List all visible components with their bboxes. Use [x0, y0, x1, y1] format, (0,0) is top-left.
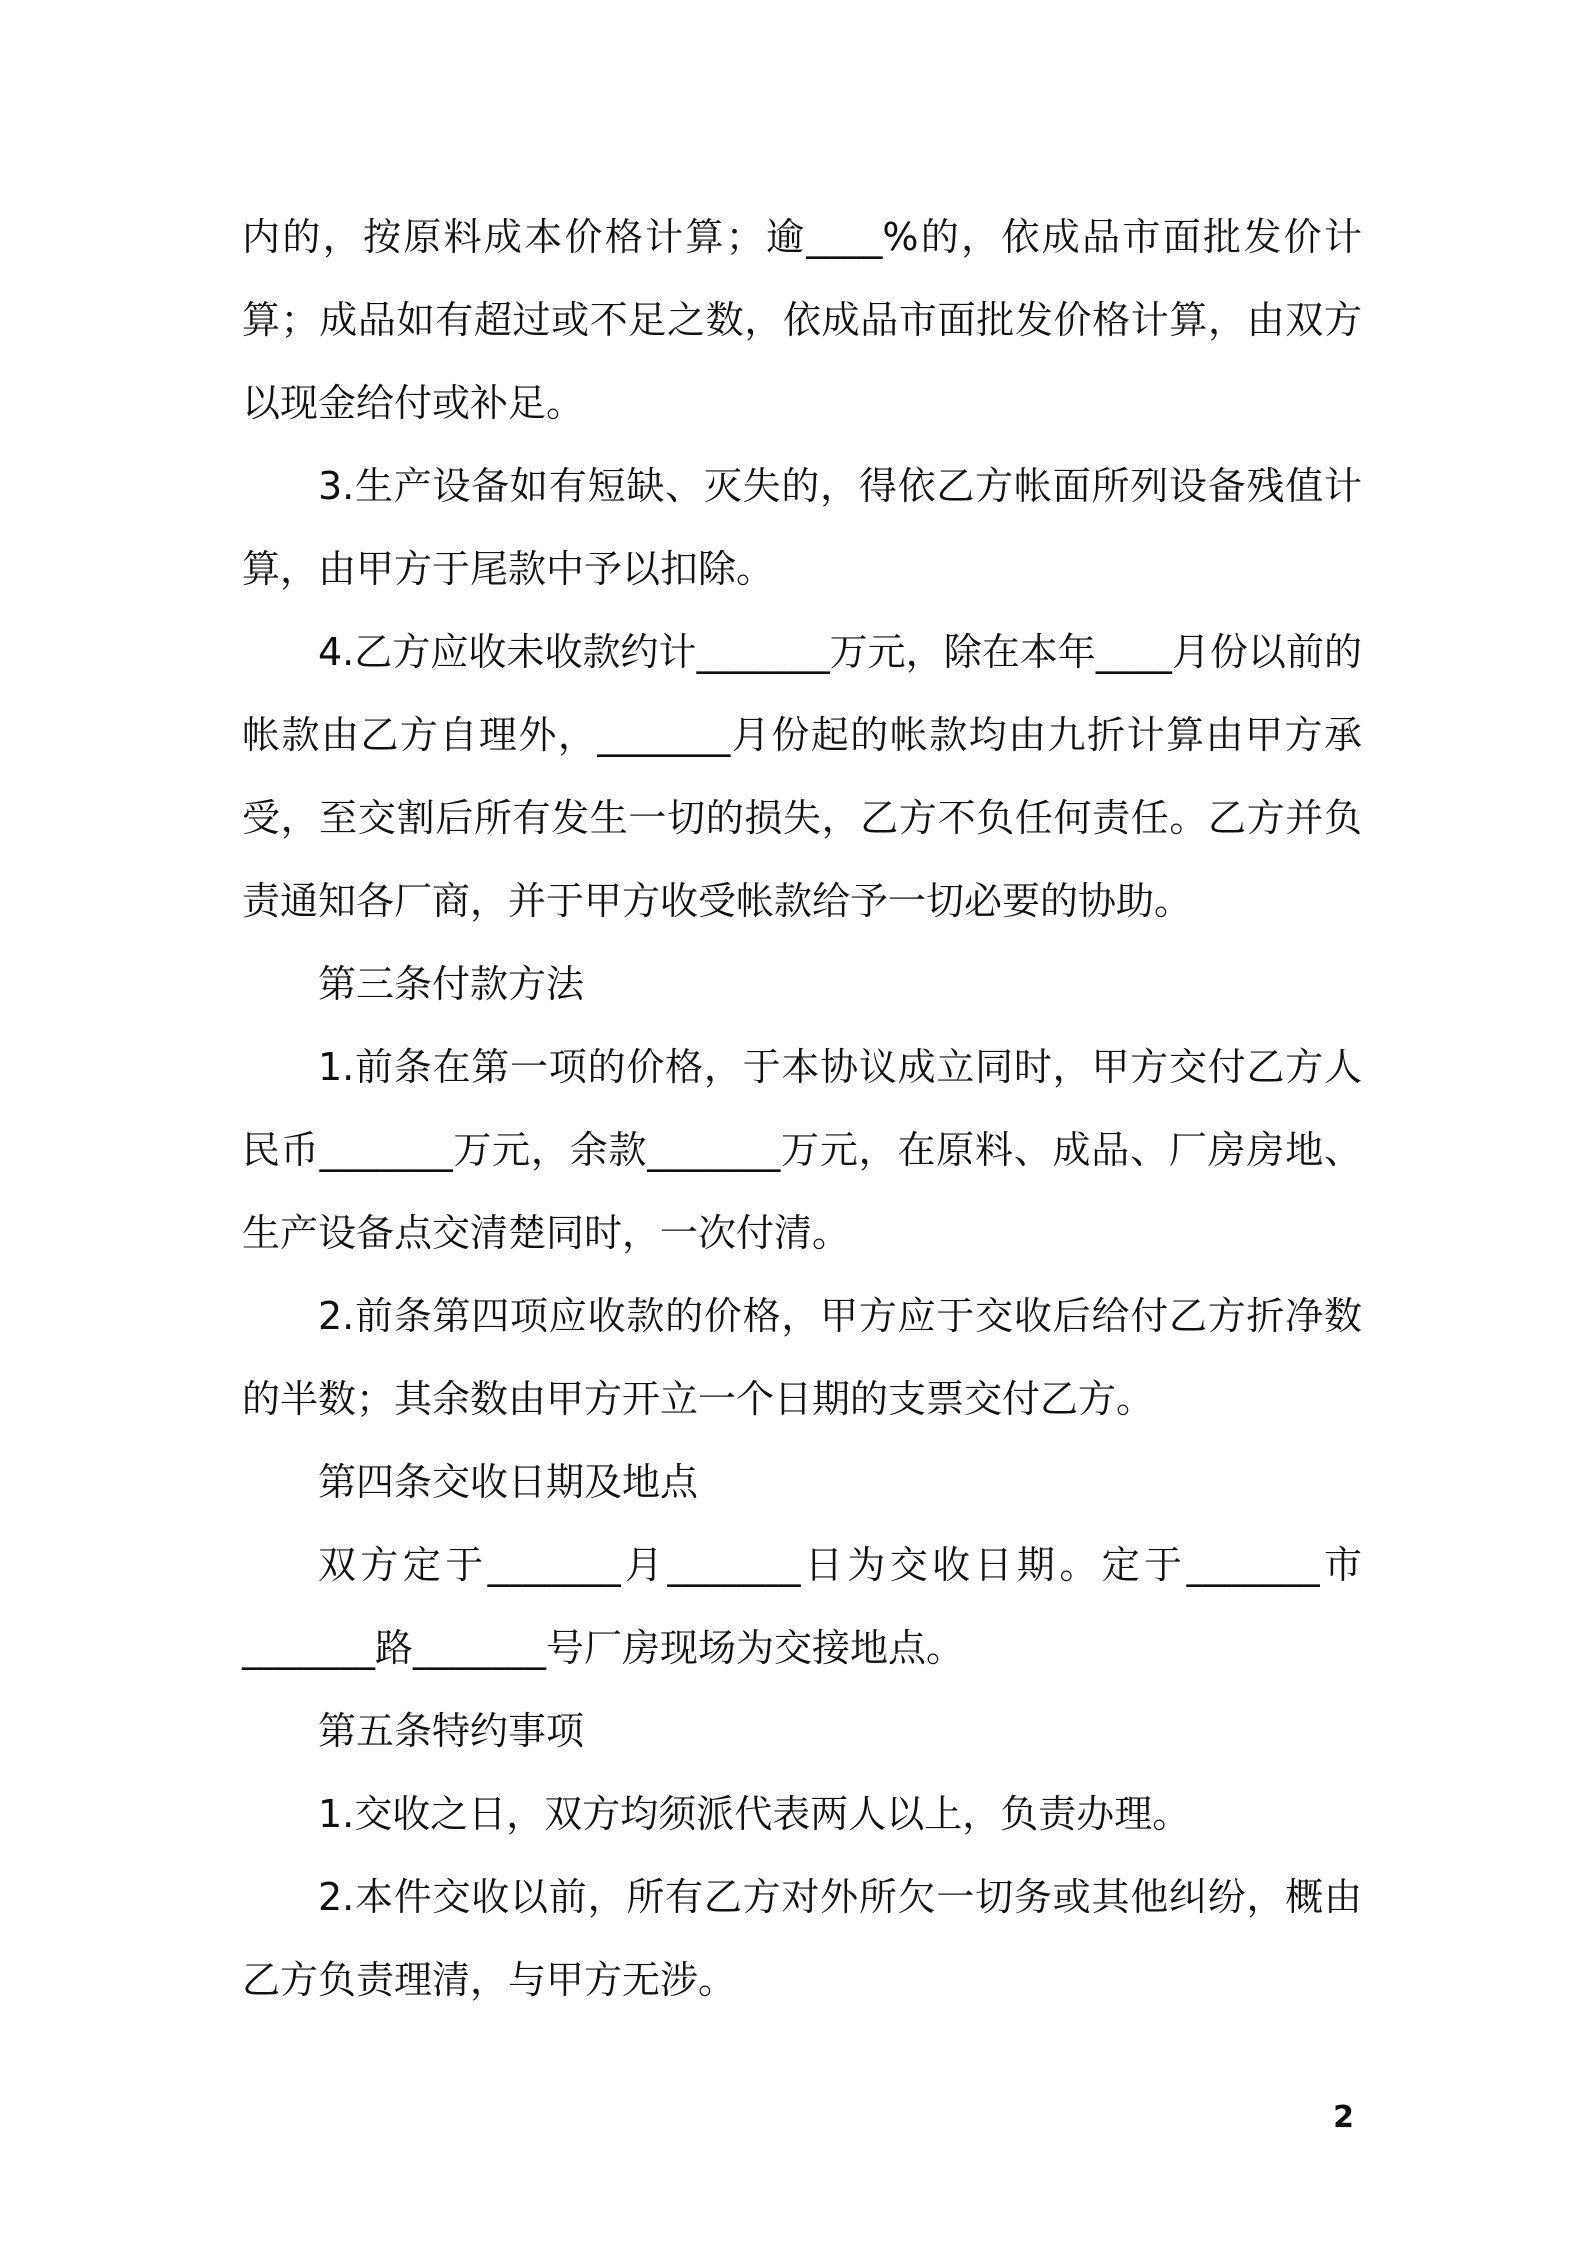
heading-article-4: 第四条交收日期及地点 — [318, 1460, 699, 1504]
paragraph-continued: 内的，按原料成本价格计算；逾____%的，依成品市面批发价计算；成品如有超过或不足之数，依成品市面批发价格计算，由双方以现金给付或补足。 — [242, 215, 1362, 425]
paragraph-special-2: 2.本件交收以前，所有乙方对外所欠一切务或其他纠纷，概由乙方负责理清，与甲方无涉。 — [242, 1875, 1362, 2002]
heading-article-5: 第五条特约事项 — [318, 1709, 585, 1753]
paragraph-special-1: 1.交收之日，双方均须派代表两人以上，负责办理。 — [318, 1792, 1191, 1836]
paragraph-payment-1: 1.前条在第一项的价格，于本协议成立同时，甲方交付乙方人民币_______万元，余款_______万元，在原料、成品、厂房房地、生产设备点交清楚同时，一次付清。 — [242, 1045, 1362, 1255]
document-body — [242, 196, 1362, 2022]
page-number: 2 — [1333, 2100, 1354, 2135]
heading-article-3: 第三条付款方法 — [318, 962, 585, 1006]
paragraph-payment-2: 2.前条第四项应收款的价格，甲方应于交收后给付乙方折净数的半数；其余数由甲方开立一个日期的支票交付乙方。 — [242, 1294, 1362, 1421]
paragraph-handover-date-place: 双方定于_______月_______日为交收日期。定于_______市_______路_______号厂房现场为交接地点。 — [242, 1543, 1362, 1670]
paragraph-receivables: 4.乙方应收未收款约计_______万元，除在本年____月份以前的帐款由乙方自理外，_______月份起的帐款均由九折计算由甲方承受，至交割后所有发生一切的损失，乙方不负任何责任。乙方并负责通知各厂商，并于甲方收受帐款给予一切必要的协助。 — [242, 630, 1362, 923]
paragraph-equipment-shortage: 3.生产设备如有短缺、灭失的，得依乙方帐面所列设备残值计算，由甲方于尾款中予以扣除。 — [242, 464, 1362, 591]
